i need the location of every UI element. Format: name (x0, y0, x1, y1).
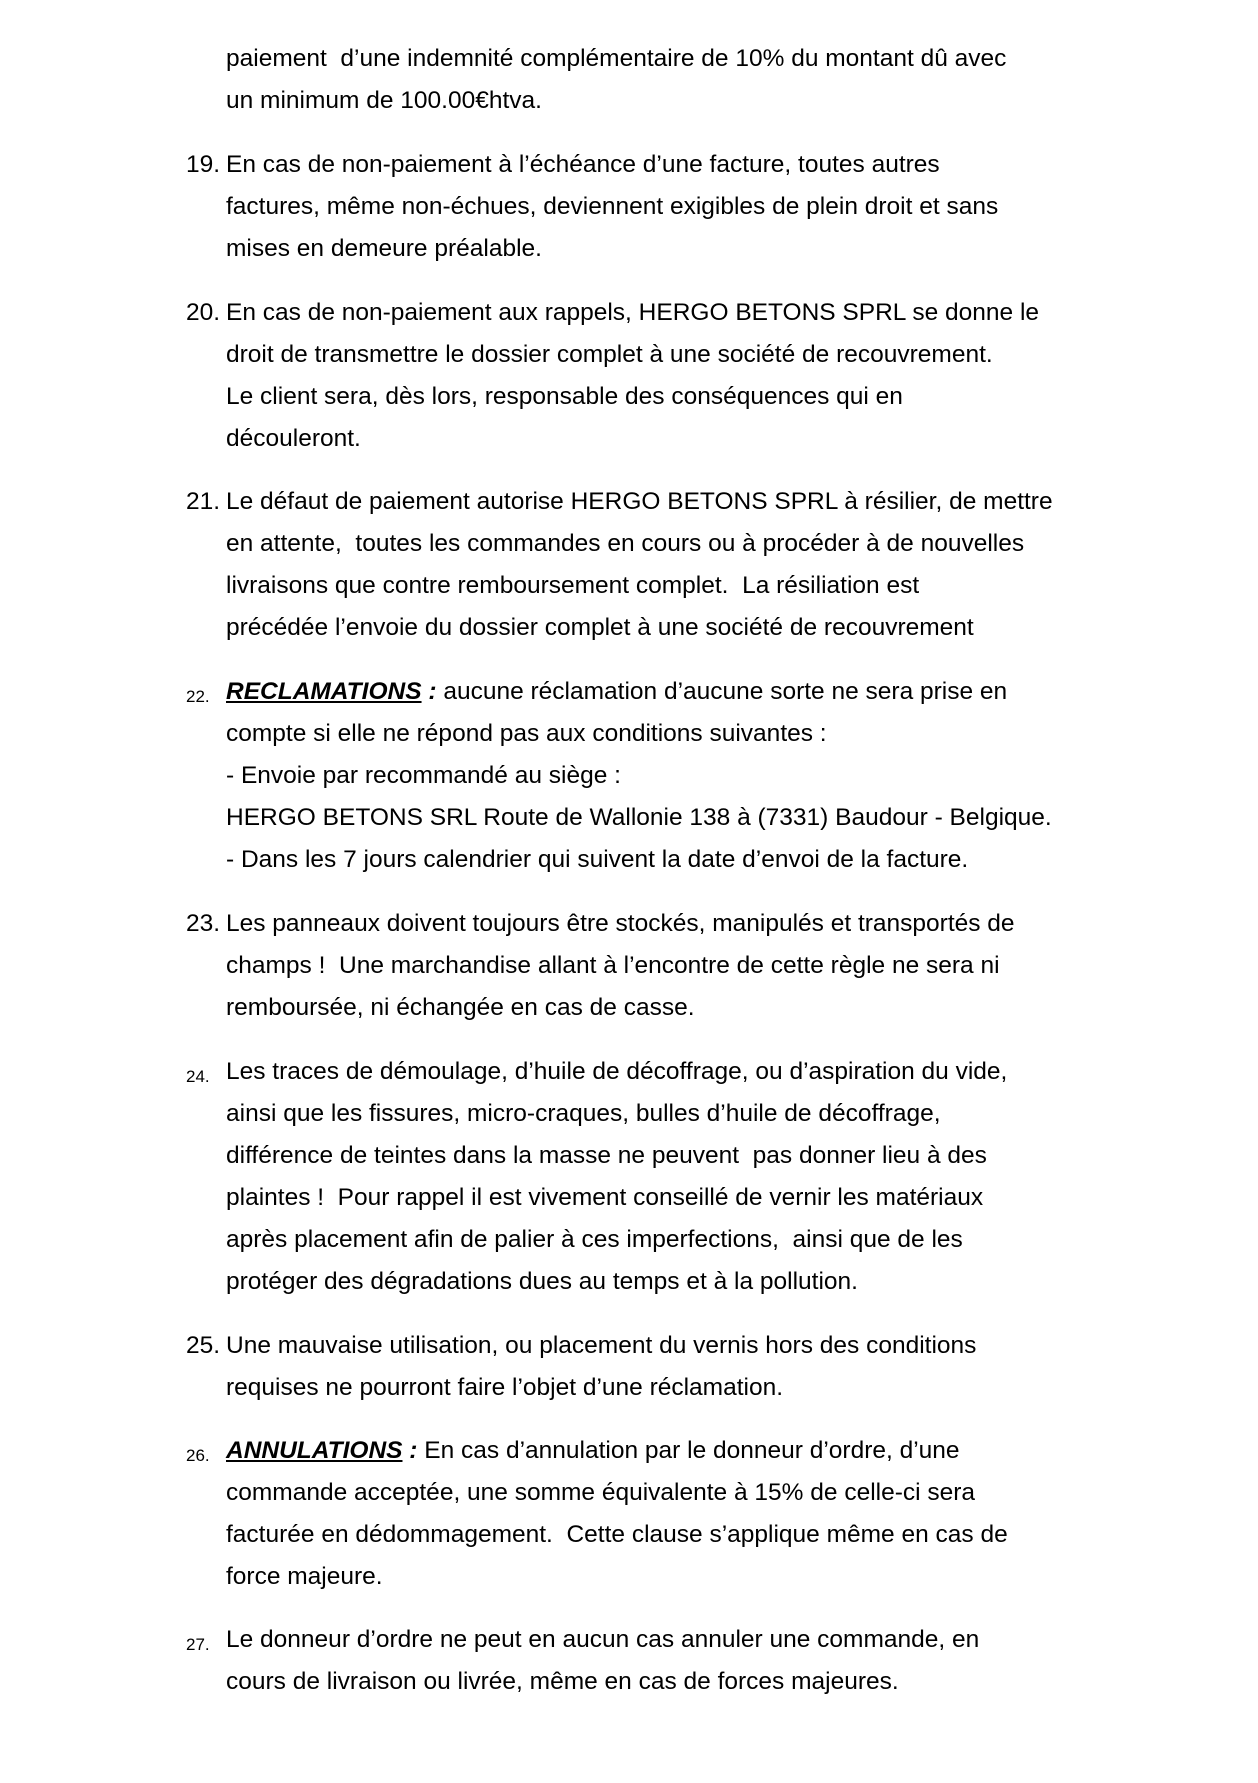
item-line-rest: aucune réclamation d’aucune sorte ne sera prise en (436, 678, 1008, 705)
item-line: ainsi que les fissures, micro-craques, bulles d’huile de décoffrage, (226, 1100, 941, 1127)
item-line: Le client sera, dès lors, responsable des conséquences qui en (226, 383, 903, 410)
item-line: après placement afin de palier à ces imperfections, ainsi que de les (226, 1226, 963, 1253)
item-line: Les traces de démoulage, d’huile de décoffrage, ou d’aspiration du vide, (226, 1058, 1008, 1085)
section-heading-reclamations: RECLAMATIONS (226, 678, 422, 705)
item-number: 20. (186, 299, 221, 326)
item-line: cours de livraison ou livrée, même en cas de forces majeures. (226, 1668, 899, 1695)
item-number: 21. (186, 488, 221, 515)
item-line: différence de teintes dans la masse ne peuvent pas donner lieu à des (226, 1142, 987, 1169)
item-line: HERGO BETONS SRL Route de Wallonie 138 à (7331) Baudour - Belgique. (226, 804, 1052, 831)
item-line: factures, même non-échues, deviennent exigibles de plein droit et sans (226, 193, 999, 220)
item-line: En cas de non-paiement aux rappels, HERGO BETONS SPRL se donne le (226, 299, 1040, 326)
item-line: remboursée, ni échangée en cas de casse. (226, 994, 695, 1021)
item-first-line (226, 677, 1007, 707)
item-line: force majeure. (226, 1563, 383, 1590)
item-number: 24. (186, 1067, 210, 1086)
item-line: Le défaut de paiement autorise HERGO BETONS SPRL à résilier, de mettre (226, 488, 1053, 515)
item-line: Une mauvaise utilisation, ou placement du vernis hors des conditions (226, 1332, 977, 1359)
section-heading-annulations: ANNULATIONS (226, 1437, 403, 1464)
item-line: mises en demeure préalable. (226, 235, 542, 262)
item-number: 23. (186, 910, 221, 937)
item-line: commande acceptée, une somme équivalente à 15% de celle-ci sera (226, 1479, 976, 1506)
item-line: En cas de non-paiement à l’échéance d’une facture, toutes autres (226, 151, 940, 178)
item-number: 22. (186, 687, 210, 706)
item-line: facturée en dédommagement. Cette clause s’applique même en cas de (226, 1521, 1008, 1548)
continuation-line: un minimum de 100.00€htva. (226, 87, 542, 114)
item-line: - Envoie par recommandé au siège : (226, 762, 621, 789)
item-number: 25. (186, 1332, 221, 1359)
item-number: 27. (186, 1635, 210, 1654)
item-number: 19. (186, 151, 221, 178)
item-line-rest: En cas d’annulation par le donneur d’ordre, d’une (417, 1437, 960, 1464)
item-line: compte si elle ne répond pas aux conditions suivantes : (226, 720, 827, 747)
item-line: droit de transmettre le dossier complet à une société de recouvrement. (226, 341, 993, 368)
item-line: Le donneur d’ordre ne peut en aucun cas annuler une commande, en (226, 1626, 980, 1653)
item-first-line (226, 1436, 960, 1466)
item-line: Les panneaux doivent toujours être stockés, manipulés et transportés de (226, 910, 1015, 937)
item-line: livraisons que contre remboursement complet. La résiliation est (226, 572, 920, 599)
heading-colon: : (402, 1437, 418, 1464)
item-line: requises ne pourront faire l’objet d’une réclamation. (226, 1374, 784, 1401)
continuation-line: paiement d’une indemnité complémentaire de 10% du montant dû avec (226, 45, 1007, 72)
item-line: en attente, toutes les commandes en cours ou à procéder à de nouvelles (226, 530, 1025, 557)
item-line: champs ! Une marchandise allant à l’encontre de cette règle ne sera ni (226, 952, 1000, 979)
item-line: protéger des dégradations dues au temps et à la pollution. (226, 1268, 858, 1295)
item-line: précédée l’envoie du dossier complet à une société de recouvrement (226, 614, 974, 641)
item-line: découleront. (226, 425, 361, 452)
item-number: 26. (186, 1446, 210, 1465)
item-line: - Dans les 7 jours calendrier qui suivent la date d’envoi de la facture. (226, 846, 969, 873)
item-line: plaintes ! Pour rappel il est vivement conseillé de vernir les matériaux (226, 1184, 984, 1211)
heading-colon: : (421, 678, 437, 705)
